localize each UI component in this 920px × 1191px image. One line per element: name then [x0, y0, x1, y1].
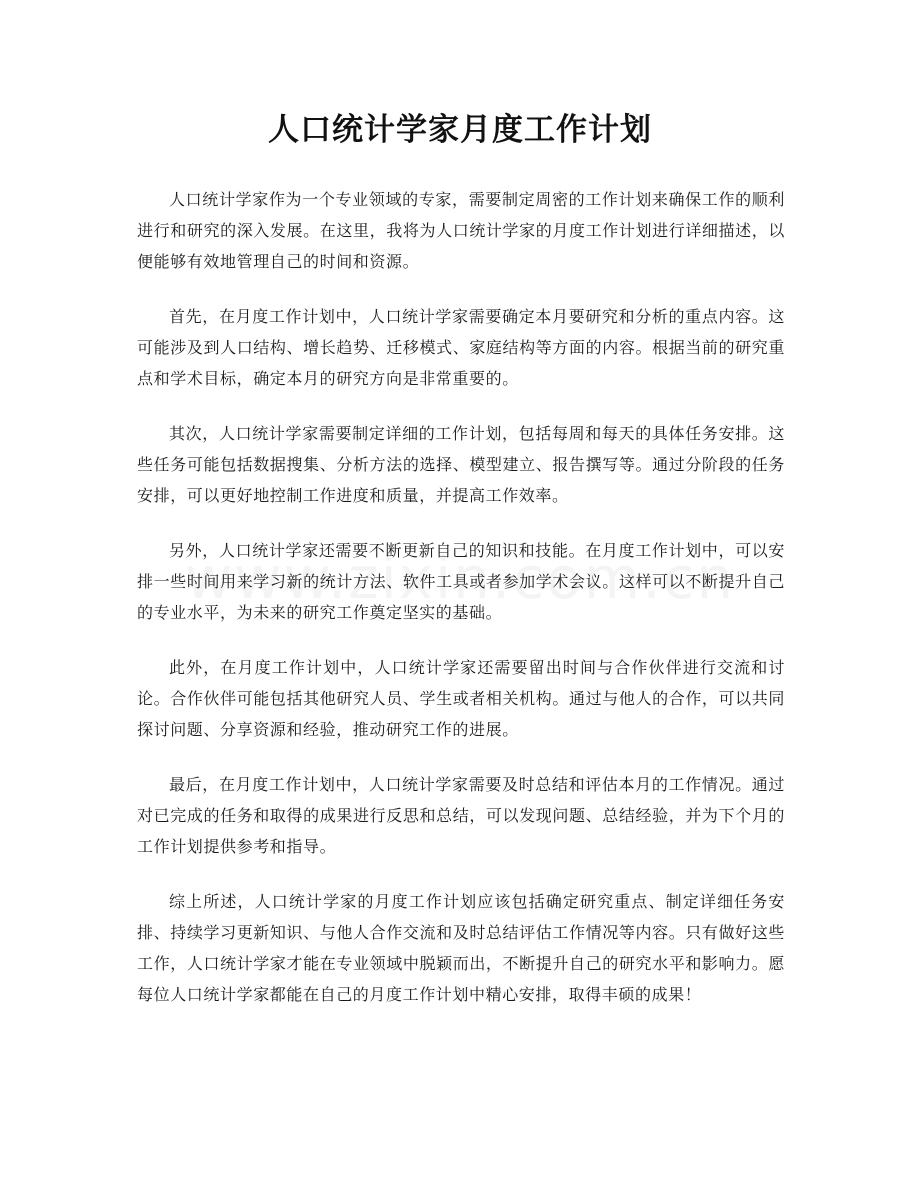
- paragraph-6: 最后，在月度工作计划中，人口统计学家需要及时总结和评估本月的工作情况。通过对已完成的任务和取得的成果进行反思和总结，可以发现问题、总结经验，并为下个月的工作计划提供参考和指导。: [137, 775, 785, 856]
- paragraph-7: 综上所述，人口统计学家的月度工作计划应该包括确定研究重点、制定详细任务安排、持续学习更新知识、与他人合作交流和及时总结评估工作情况等内容。只有做好这些工作，人口统计学家才能在专业领域中脱颖而出，不断提升自己的研究水平和影响力。愿每位人口统计学家都能在自己的月度工作计划中精心安排，取得丰硕的成果！: [137, 892, 785, 1004]
- paragraph-5: 此外，在月度工作计划中，人口统计学家还需要留出时间与合作伙伴进行交流和讨论。合作伙伴可能包括其他研究人员、学生或者相关机构。通过与他人的合作，可以共同探讨问题、分享资源和经验，推动研究工作的进展。: [137, 658, 785, 739]
- paragraph-1: 人口统计学家作为一个专业领域的专家，需要制定周密的工作计划来确保工作的顺利进行和研究的深入发展。在这里，我将为人口统计学家的月度工作计划进行详细描述，以便能够有效地管理自己的时间和资源。: [137, 190, 785, 271]
- document-body: [137, 184, 785, 1034]
- paragraph-2: 首先，在月度工作计划中，人口统计学家需要确定本月要研究和分析的重点内容。这可能涉及到人口结构、增长趋势、迁移模式、家庭结构等方面的内容。根据当前的研究重点和学术目标，确定本月的研究方向是非常重要的。: [137, 307, 785, 388]
- paragraph-4: 另外，人口统计学家还需要不断更新自己的知识和技能。在月度工作计划中，可以安排一些时间用来学习新的统计方法、软件工具或者参加学术会议。这样可以不断提升自己的专业水平，为未来的研究工作奠定坚实的基础。: [137, 541, 785, 622]
- document-title: 人口统计学家月度工作计划: [268, 112, 652, 148]
- paragraph-3: 其次，人口统计学家需要制定详细的工作计划，包括每周和每天的具体任务安排。这些任务可能包括数据搜集、分析方法的选择、模型建立、报告撰写等。通过分阶段的任务安排，可以更好地控制工作进度和质量，并提高工作效率。: [137, 424, 785, 505]
